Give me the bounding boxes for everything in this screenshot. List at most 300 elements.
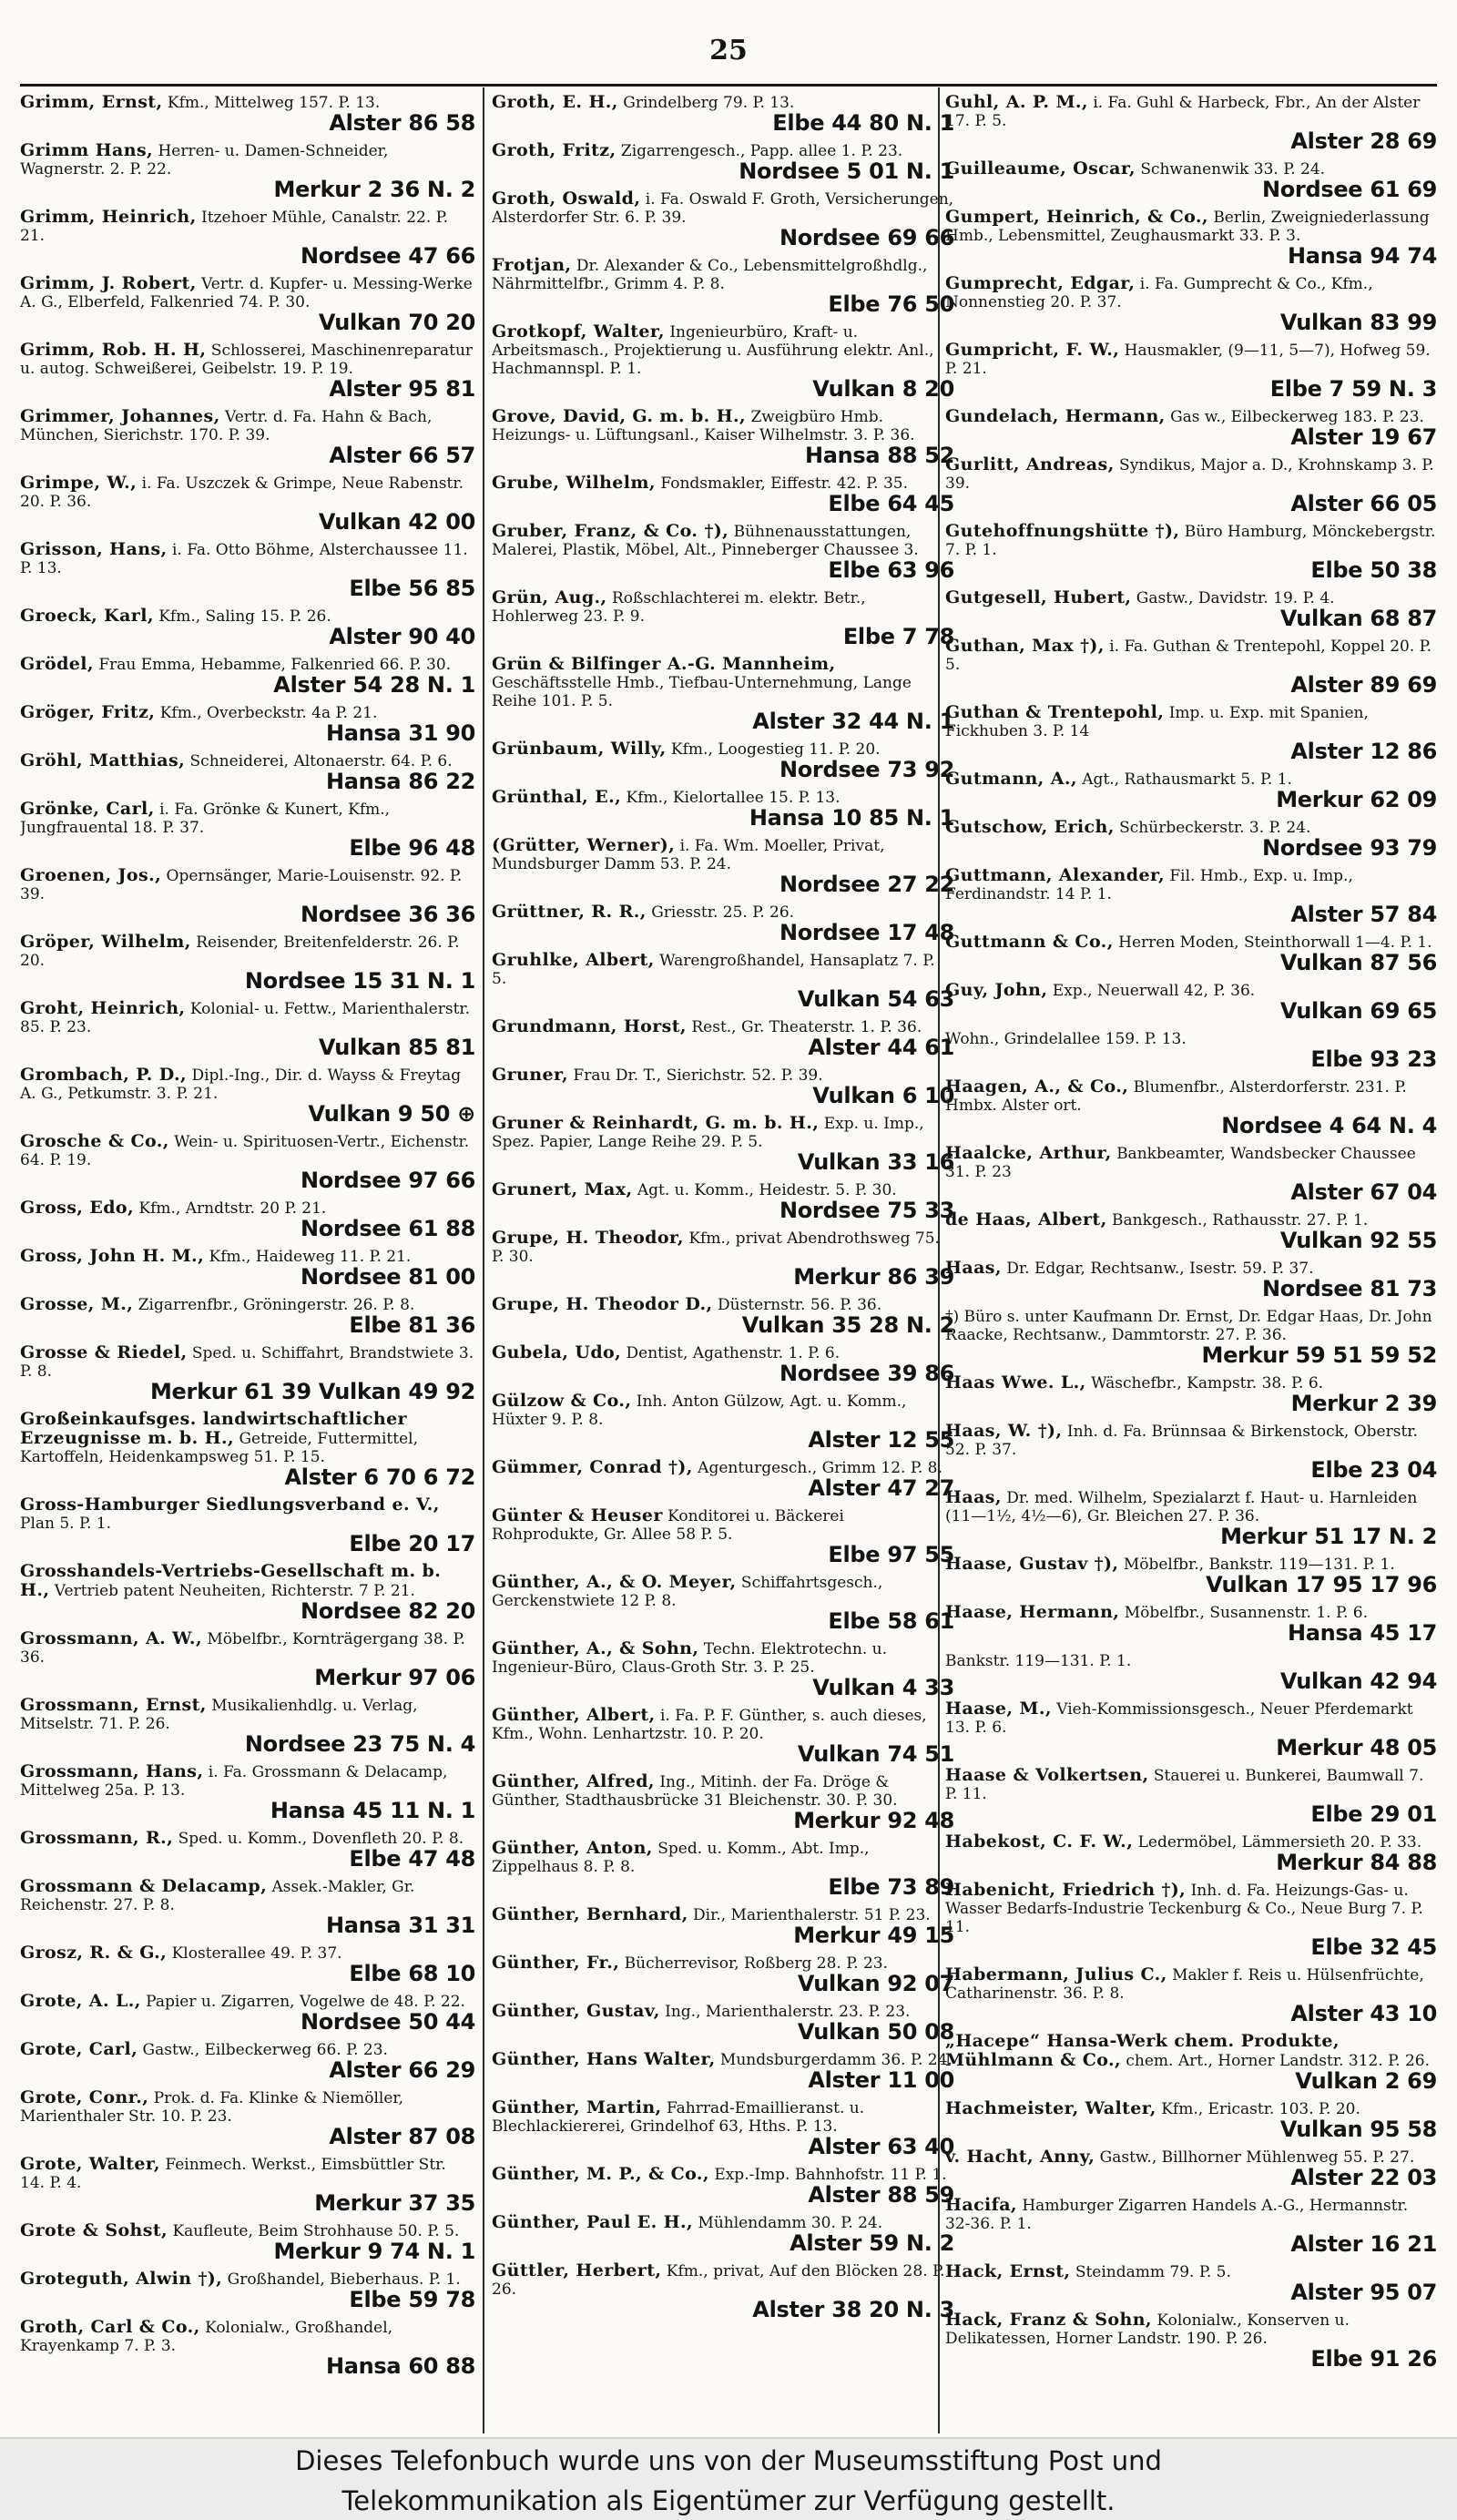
entry-phone-number: Elbe 29 01 bbox=[1310, 1801, 1437, 1827]
directory-entry bbox=[20, 141, 475, 201]
entry-name: Grote, Conr., bbox=[20, 2087, 149, 2107]
directory-entry bbox=[945, 2262, 1437, 2304]
entry-name: Gutgesell, Hubert, bbox=[945, 587, 1132, 607]
directory-entry bbox=[20, 703, 475, 745]
directory-entry bbox=[492, 788, 954, 830]
entry-phone-number: Vulkan 92 07 bbox=[797, 1971, 954, 1996]
directory-entry bbox=[945, 2148, 1437, 2189]
entry-details: Rest., Gr. Theaterstr. 1. P. 36. bbox=[691, 1018, 922, 1036]
directory-entry bbox=[945, 1555, 1437, 1597]
entry-details: Mühlendamm 30. P. 24. bbox=[698, 2214, 883, 2232]
entry-name: Gross, Edo, bbox=[20, 1198, 134, 1218]
entry-name: Günther, M. P., & Co., bbox=[492, 2164, 709, 2184]
entry-name: Grün, Aug., bbox=[492, 587, 607, 607]
directory-entry bbox=[945, 637, 1437, 697]
entry-name: Guttmann & Co., bbox=[945, 932, 1114, 952]
entry-details: Kaufleute, Beim Strohhause 50. P. 5. bbox=[172, 2222, 460, 2240]
directory-entry bbox=[492, 1506, 954, 1566]
entry-name: de Haas, Albert, bbox=[945, 1209, 1107, 1229]
entry-phone-number: Hansa 86 22 bbox=[325, 769, 475, 794]
entry-details: Mundsburgerdamm 36. P. 24. bbox=[719, 2051, 953, 2069]
entry-phone-number: Nordsee 81 00 bbox=[300, 1264, 475, 1290]
directory-entry bbox=[492, 1017, 954, 1059]
entry-name: Günther, Albert, bbox=[492, 1705, 656, 1725]
entry-phone-number: Nordsee 97 66 bbox=[300, 1168, 475, 1193]
entry-details: Schneiderei, Altonaerstr. 64. P. 6. bbox=[189, 752, 453, 770]
directory-entry bbox=[492, 407, 954, 467]
entry-details: i. Fa. Oswald F. Groth, Versicherungen, Alsterdorfer Str. 6. P. 39. bbox=[492, 190, 954, 227]
entry-name: Grünbaum, Willy, bbox=[492, 739, 667, 759]
entry-phone-number: Vulkan 83 99 bbox=[1279, 310, 1437, 335]
directory-entry bbox=[492, 1295, 954, 1337]
directory-entry bbox=[945, 1965, 1437, 2025]
entry-phone-number: Nordsee 39 86 bbox=[779, 1361, 954, 1386]
entry-phone-number: Vulkan 42 00 bbox=[318, 509, 475, 535]
entry-phone-number: Alster 95 81 bbox=[329, 376, 475, 402]
entry-details: Exp. u. Imp., Spez. Papier, Lange Reihe 29. P. 5. bbox=[492, 1115, 924, 1151]
directory-entry bbox=[492, 474, 954, 515]
entry-phone-number: Alster 88 59 bbox=[808, 2182, 954, 2208]
directory-entry bbox=[945, 1603, 1437, 1645]
entry-name: Gross, John H. M., bbox=[20, 1246, 205, 1266]
entry-details: Agt. u. Komm., Heidestr. 5. P. 30. bbox=[637, 1181, 897, 1199]
entry-name: Groht, Heinrich, bbox=[20, 998, 186, 1018]
entry-name: Gruner & Reinhardt, G. m. b. H., bbox=[492, 1113, 820, 1133]
entry-name: Guthan & Trentepohl, bbox=[945, 702, 1165, 722]
entry-name: Großeinkaufsges. landwirtschaftlicher Erzeugnisse m. b. H., bbox=[20, 1409, 407, 1448]
directory-entry bbox=[492, 2261, 954, 2321]
directory-entry bbox=[20, 1762, 475, 1822]
entry-details: Wein- u. Spirituosen-Vertr., Eichenstr. 64. P. 19. bbox=[20, 1133, 470, 1169]
directory-entry bbox=[20, 1132, 475, 1192]
directory-entry bbox=[20, 1944, 475, 1985]
entry-details: Wäschefbr., Kampstr. 38. P. 6. bbox=[1091, 1374, 1324, 1393]
directory-entry bbox=[20, 751, 475, 793]
directory-entry bbox=[945, 1259, 1437, 1301]
entry-details: Gastw., Davidstr. 19. P. 4. bbox=[1136, 589, 1335, 607]
entry-name: Grosshandels-Vertriebs-Gesellschaft m. b. H., bbox=[20, 1561, 442, 1600]
directory-entry bbox=[492, 141, 954, 183]
directory-entry bbox=[20, 1877, 475, 1937]
entry-phone-number: Merkur 9 74 N. 1 bbox=[273, 2239, 475, 2264]
entry-phone-number: Alster 44 61 bbox=[808, 1035, 954, 1060]
entry-phone-number: Vulkan 42 94 bbox=[1279, 1668, 1437, 1694]
entry-name: Guy, John, bbox=[945, 980, 1048, 1000]
directory-entry bbox=[492, 1180, 954, 1222]
entry-details: Opernsänger, Marie-Louisenstr. 92. P. 39. bbox=[20, 867, 463, 903]
entry-phone-number: Nordsee 75 33 bbox=[779, 1198, 954, 1223]
entry-phone-number: Elbe 59 78 bbox=[349, 2287, 475, 2312]
directory-entry bbox=[945, 588, 1437, 630]
entry-phone-number: Merkur 59 51 59 52 bbox=[1201, 1342, 1437, 1368]
entry-name: Haagen, A., & Co., bbox=[945, 1076, 1129, 1097]
entry-details: Kfm., Saling 15. P. 26. bbox=[158, 607, 331, 626]
entry-name: Grossmann, Ernst, bbox=[20, 1695, 207, 1715]
entry-name: Grimm, Rob. H. H, bbox=[20, 340, 207, 360]
entry-phone-number: Alster 95 07 bbox=[1290, 2280, 1437, 2305]
entry-name: Grossmann, A. W., bbox=[20, 1628, 202, 1648]
entry-phone-number: Vulkan 2 69 bbox=[1295, 2068, 1437, 2094]
entry-name: Gross-Hamburger Siedlungsverband e. V., bbox=[20, 1495, 440, 1515]
directory-entry bbox=[20, 1829, 475, 1871]
entry-details: Kfm., Mittelweg 157. P. 13. bbox=[167, 94, 381, 112]
entry-details: Stauerei u. Bunkerei, Baumwall 7. P. 11. bbox=[945, 1767, 1424, 1803]
entry-phone-number: Vulkan 87 56 bbox=[1279, 950, 1437, 975]
directory-entry bbox=[945, 1210, 1437, 1252]
entry-phone-number: Elbe 64 45 bbox=[828, 491, 954, 516]
directory-entry bbox=[945, 1307, 1437, 1367]
entry-phone-number: Alster 89 69 bbox=[1290, 672, 1437, 698]
entry-name: Haas Wwe. L., bbox=[945, 1372, 1086, 1393]
entry-name: Grossmann, R., bbox=[20, 1828, 174, 1848]
entry-name: Gutmann, A., bbox=[945, 769, 1077, 789]
entry-phone-number: Alster 86 58 bbox=[329, 110, 475, 136]
directory-entry bbox=[492, 655, 954, 733]
entry-details: Frau Emma, Hebamme, Falkenried 66. P. 30. bbox=[98, 656, 452, 674]
directory-entry bbox=[20, 208, 475, 268]
entry-phone-number: Nordsee 17 48 bbox=[779, 920, 954, 945]
entry-phone-number: Hansa 10 85 N. 1 bbox=[749, 805, 954, 831]
entry-phone-number: Alster 43 10 bbox=[1290, 2001, 1437, 2026]
entry-details: Griesstr. 25. P. 26. bbox=[651, 903, 795, 922]
entry-name: „Hacepe“ Hansa-Werk chem. Produkte, Mühlmann & Co., bbox=[945, 2031, 1340, 2070]
directory-entry bbox=[20, 540, 475, 600]
entry-phone-number: Elbe 73 89 bbox=[828, 1874, 954, 1900]
directory-entry bbox=[945, 2099, 1437, 2141]
entry-details: Fil. Hmb., Exp. u. Imp., Ferdinandstr. 14 P. 1. bbox=[945, 867, 1353, 903]
entry-phone-number: Merkur 37 35 bbox=[314, 2190, 475, 2216]
entry-details: Vertr. d. Kupfer- u. Messing-Werke A. G., Elberfeld, Falkenried 74. P. 30. bbox=[20, 275, 473, 311]
entry-phone-number: Nordsee 50 44 bbox=[300, 2009, 475, 2035]
entry-details: Kfm., privat, Auf den Blöcken 28. P. 26. bbox=[492, 2262, 945, 2299]
entry-name: (Grütter, Werner), bbox=[492, 835, 676, 855]
directory-entry bbox=[20, 1562, 475, 1623]
entry-details: Exp.-Imp. Bahnhofstr. 11 P. 1. bbox=[714, 2166, 947, 2184]
directory-entry bbox=[492, 1905, 954, 1947]
entry-name: Hacifa, bbox=[945, 2195, 1017, 2215]
entry-name: Grove, David, G. m. b. H., bbox=[492, 406, 747, 426]
entry-details: i. Fa. Grönke & Kunert, Kfm., Jungfrauental 18. P. 37. bbox=[20, 801, 391, 837]
entry-phone-number: Elbe 50 38 bbox=[1310, 557, 1437, 583]
entry-phone-number: Nordsee 5 01 N. 1 bbox=[739, 158, 954, 184]
entry-phone-number: Vulkan 50 08 bbox=[797, 2019, 954, 2045]
entry-phone-number: Merkur 51 17 N. 2 bbox=[1220, 1524, 1437, 1549]
entry-name: Grimm, J. Robert, bbox=[20, 273, 197, 293]
entry-name: Grönke, Carl, bbox=[20, 799, 155, 819]
entry-details: Inh. Anton Gülzow, Agt. u. Komm., Hüxter 9. P. 8. bbox=[492, 1393, 907, 1429]
entry-name: Guhl, A. P. M., bbox=[945, 93, 1088, 112]
entry-phone-number: Alster 12 86 bbox=[1290, 739, 1437, 764]
entry-phone-number: Elbe 23 04 bbox=[1310, 1457, 1437, 1483]
directory-entry bbox=[492, 189, 954, 250]
entry-details: Exp., Neuerwall 42, P. 36. bbox=[1052, 982, 1256, 1000]
directory-entry bbox=[945, 1488, 1437, 1548]
entry-phone-number: Alster 66 57 bbox=[329, 443, 475, 468]
directory-entry bbox=[492, 951, 954, 1011]
entry-details: Schürbeckerstr. 3. P. 24. bbox=[1119, 819, 1311, 837]
entry-name: Haalcke, Arthur, bbox=[945, 1143, 1112, 1163]
directory-entry bbox=[492, 2098, 954, 2158]
directory-entry bbox=[20, 2318, 475, 2378]
entry-details: Makler f. Reis u. Hülsenfrüchte, Catharinenstr. 36. P. 8. bbox=[945, 1966, 1424, 2003]
entry-name: Gülzow & Co., bbox=[492, 1391, 632, 1411]
entry-details: Vertrieb patent Neuheiten, Richterstr. 7 P. 21. bbox=[54, 1582, 415, 1600]
entry-name: Gutschow, Erich, bbox=[945, 817, 1115, 837]
entry-name: Haase, Hermann, bbox=[945, 1602, 1120, 1622]
entry-details: Wohn., Grindelallee 159. P. 13. bbox=[945, 1030, 1187, 1048]
entry-details: Herren Moden, Steinthorwall 1—4. P. 1. bbox=[1118, 934, 1432, 952]
entry-name: Habenicht, Friedrich †), bbox=[945, 1880, 1187, 1900]
entry-details: i. Fa. Uszczek & Grimpe, Neue Rabenstr. 20. P. 36. bbox=[20, 474, 464, 511]
directory-entry bbox=[20, 2270, 475, 2311]
directory-entry bbox=[20, 2155, 475, 2215]
entry-name: Gröper, Wilhelm, bbox=[20, 932, 191, 952]
entry-phone-number: Hansa 31 90 bbox=[325, 720, 475, 746]
entry-phone-number: Vulkan 92 55 bbox=[1279, 1228, 1437, 1253]
entry-details: Düsternstr. 56. P. 36. bbox=[717, 1296, 882, 1314]
entry-details: Kfm., Arndtstr. 20 P. 21. bbox=[138, 1199, 327, 1218]
directory-entry bbox=[492, 322, 954, 401]
directory-entry bbox=[945, 2032, 1437, 2093]
entry-phone-number: Elbe 32 45 bbox=[1310, 1934, 1437, 1960]
entry-name: Grotkopf, Walter, bbox=[492, 321, 665, 342]
directory-entry bbox=[20, 274, 475, 334]
directory-entry bbox=[20, 474, 475, 534]
directory-entry bbox=[20, 1199, 475, 1240]
entry-phone-number: Alster 12 55 bbox=[808, 1427, 954, 1453]
entry-phone-number: Merkur 48 05 bbox=[1276, 1735, 1437, 1760]
entry-name: Habermann, Julius C., bbox=[945, 1964, 1167, 1984]
entry-phone-number: Nordsee 27 22 bbox=[779, 872, 954, 897]
directory-entry bbox=[945, 703, 1437, 763]
entry-name: Groth, E. H., bbox=[492, 93, 618, 112]
entry-name: Günther, Paul E. H., bbox=[492, 2212, 694, 2232]
entry-name: Guttmann, Alexander, bbox=[945, 865, 1165, 885]
entry-details: Hamburger Zigarren Handels A.-G., Hermannstr. 32-36. P. 1. bbox=[945, 2197, 1409, 2233]
directory-entry bbox=[945, 1422, 1437, 1482]
entry-details: Agt., Rathausmarkt 5. P. 1. bbox=[1082, 770, 1292, 789]
directory-entry bbox=[20, 1696, 475, 1756]
entry-details: Inh. d. Fa. Heizungs-Gas- u. Wasser Bedarfs-Industrie Teckenburg & Co., Neue Burg 7. P. 11. bbox=[945, 1882, 1423, 1936]
entry-phone-number: Elbe 96 48 bbox=[349, 835, 475, 861]
directory-entry bbox=[945, 455, 1437, 515]
entry-name: Grombach, P. D., bbox=[20, 1065, 188, 1085]
entry-name: Grossmann & Delacamp, bbox=[20, 1876, 268, 1896]
entry-phone-number: Nordsee 15 31 N. 1 bbox=[244, 968, 475, 994]
entry-name: Groth, Fritz, bbox=[492, 140, 616, 160]
entry-details: Zweigbüro Hmb. Heizungs- u. Lüftungsanl., Kaiser Wilhelmstr. 3. P. 36. bbox=[492, 408, 915, 444]
directory-entry bbox=[20, 933, 475, 993]
entry-details: Möbelfbr., Kornträgergang 38. P. 36. bbox=[20, 1630, 465, 1667]
entry-phone-number: Alster 57 84 bbox=[1290, 902, 1437, 927]
entry-phone-number: Merkur 2 36 N. 2 bbox=[273, 177, 475, 202]
entry-details: Dir., Marienthalerstr. 51 P. 23. bbox=[693, 1906, 931, 1924]
entry-details: Vieh-Kommissionsgesch., Neuer Pferdemarkt 13. P. 6. bbox=[945, 1700, 1413, 1737]
entry-phone-number: Alster 59 N. 2 bbox=[790, 2230, 954, 2256]
entry-name: v. Hacht, Anny, bbox=[945, 2147, 1095, 2167]
directory-entry bbox=[492, 1229, 954, 1289]
directory-entry bbox=[945, 1699, 1437, 1760]
entry-name: Gruhlke, Albert, bbox=[492, 950, 655, 970]
entry-name: Gröger, Fritz, bbox=[20, 702, 156, 722]
directory-entry bbox=[492, 1343, 954, 1385]
column-1 bbox=[20, 93, 475, 2433]
entry-phone-number: Hansa 31 31 bbox=[325, 1913, 475, 1938]
entry-phone-number: Elbe 44 80 N. 1 bbox=[772, 110, 954, 136]
directory-entry bbox=[945, 981, 1437, 1023]
directory-entry bbox=[492, 2165, 954, 2207]
entry-phone-number: Vulkan 69 65 bbox=[1279, 998, 1437, 1024]
entry-name: Hack, Franz & Sohn, bbox=[945, 2310, 1152, 2330]
entry-details: Grindelberg 79. P. 13. bbox=[623, 94, 795, 112]
entry-details: Konditorei u. Bäckerei Rohprodukte, Gr. Allee 58 P. 5. bbox=[492, 1507, 844, 1544]
footer-line: Dieses Telefonbuch wurde uns von der Museumsstiftung Post und bbox=[295, 2445, 1162, 2476]
entry-details: Zigarrenfbr., Gröningerstr. 26. P. 8. bbox=[138, 1296, 415, 1314]
directory-entry bbox=[20, 999, 475, 1059]
entry-details: Schiffahrtsgesch., Gerckenstwiete 12 P. 8. bbox=[492, 1574, 883, 1610]
entry-details: Fahrrad-Emaillieranst. u. Blechlackiererei, Grindelhof 63, Hths. P. 13. bbox=[492, 2099, 865, 2136]
entry-details: Geschäftsstelle Hmb., Tiefbau-Unternehmung, Lange Reihe 101. P. 5. bbox=[492, 674, 912, 710]
entry-phone-number: Merkur 84 88 bbox=[1276, 1850, 1437, 1875]
entry-phone-number: Vulkan 35 28 N. 2 bbox=[741, 1312, 954, 1338]
directory-entry bbox=[20, 93, 475, 135]
entry-details: Ing., Marienthalerstr. 23. P. 23. bbox=[665, 2003, 911, 2021]
entry-details: Sped. u. Komm., Abt. Imp., Zippelhaus 8. P. 8. bbox=[492, 1840, 870, 1876]
entry-details: Ledermöbel, Lämmersieth 20. P. 33. bbox=[1137, 1833, 1422, 1852]
entry-phone-number: Elbe 76 50 bbox=[828, 291, 954, 317]
entry-name: Groeck, Karl, bbox=[20, 606, 154, 626]
directory-entry bbox=[492, 1392, 954, 1452]
entry-phone-number: Nordsee 23 75 N. 4 bbox=[244, 1731, 475, 1757]
entry-name: Frotjan, bbox=[492, 255, 572, 275]
entry-details: Plan 5. P. 1. bbox=[20, 1515, 112, 1533]
entry-name: Guilleaume, Oscar, bbox=[945, 158, 1136, 179]
entry-phone-number: Merkur 61 39 Vulkan 49 92 bbox=[149, 1379, 475, 1404]
directory-entry bbox=[945, 1766, 1437, 1826]
entry-details: Bankbeamter, Wandsbecker Chaussee 31. P. 23 bbox=[945, 1145, 1416, 1181]
entry-name: Grimm, Heinrich, bbox=[20, 207, 197, 227]
entry-phone-number: Hansa 94 74 bbox=[1287, 243, 1437, 269]
entry-name: Groenen, Jos., bbox=[20, 865, 162, 885]
entry-phone-number: Merkur 2 39 bbox=[1290, 1391, 1437, 1416]
entry-details: Inh. d. Fa. Brünnsaa & Birkenstock, Oberstr. 52. P. 37. bbox=[945, 1423, 1418, 1459]
directory-entry bbox=[492, 1706, 954, 1766]
entry-phone-number: Nordsee 93 79 bbox=[1261, 835, 1437, 861]
directory-entry bbox=[945, 522, 1437, 582]
directory-entry bbox=[492, 2002, 954, 2044]
entry-name: Grundmann, Horst, bbox=[492, 1016, 687, 1036]
entry-details: Itzehoer Mühle, Canalstr. 22. P. 21. bbox=[20, 209, 449, 245]
directory-entry bbox=[20, 2040, 475, 2082]
directory-entry bbox=[945, 407, 1437, 449]
entry-name: Habekost, C. F. W., bbox=[945, 1831, 1134, 1852]
directory-entry bbox=[20, 1495, 475, 1556]
entry-details: Zigarrengesch., Papp. allee 1. P. 23. bbox=[620, 142, 903, 160]
directory-entry bbox=[492, 522, 954, 582]
entry-phone-number: Nordsee 4 64 N. 4 bbox=[1221, 1113, 1437, 1138]
entry-phone-number: Hansa 60 88 bbox=[325, 2353, 475, 2379]
entry-phone-number: Elbe 97 55 bbox=[828, 1542, 954, 1567]
entry-phone-number: Alster 54 28 N. 1 bbox=[273, 672, 475, 698]
entry-name: Grünthal, E., bbox=[492, 787, 622, 807]
entry-phone-number: Alster 6 70 6 72 bbox=[284, 1464, 475, 1490]
entry-name: Gumpert, Heinrich, & Co., bbox=[945, 207, 1208, 227]
entry-phone-number: Alster 47 27 bbox=[808, 1475, 954, 1501]
entry-details: i. Fa. P. F. Günther, s. auch dieses, Kfm., Wohn. Lenhartzstr. 10. P. 20. bbox=[492, 1707, 927, 1743]
entry-phone-number: Merkur 62 09 bbox=[1276, 787, 1437, 812]
column-divider bbox=[483, 87, 484, 2433]
entry-name: Haase, M., bbox=[945, 1699, 1052, 1719]
directory-entry bbox=[20, 607, 475, 648]
entry-details: i. Fa. Guhl & Harbeck, Fbr., An der Alster 17. P. 5. bbox=[945, 94, 1421, 130]
entry-name: Haase & Volkertsen, bbox=[945, 1765, 1149, 1785]
entry-details: Ingenieurbüro, Kraft- u. Arbeitsmasch., Projektierung u. Ausführung elektr. Anl., Hachmannspl. P. 1. bbox=[492, 323, 934, 378]
directory-entry bbox=[945, 341, 1437, 401]
entry-name: Grote, A. L., bbox=[20, 1991, 141, 2011]
entry-phone-number: Alster 28 69 bbox=[1290, 128, 1437, 154]
entry-name: Grimpe, W., bbox=[20, 473, 138, 493]
entry-details: Prok. d. Fa. Klinke & Niemöller, Marienthaler Str. 10. P. 23. bbox=[20, 2089, 404, 2126]
entry-details: Gastw., Eilbeckerweg 66. P. 23. bbox=[142, 2041, 388, 2059]
entry-details: i. Fa. Grossmann & Delacamp, Mittelweg 25a. P. 13. bbox=[20, 1763, 448, 1800]
entry-name: Grüttner, R. R., bbox=[492, 902, 647, 922]
entry-details: Kfm., Kielortallee 15. P. 13. bbox=[626, 789, 841, 807]
entry-details: Dr. Edgar, Rechtsanw., Isestr. 59. P. 37. bbox=[1006, 1260, 1314, 1278]
directory-entry bbox=[945, 1144, 1437, 1204]
directory-entry bbox=[945, 1029, 1437, 1071]
entry-name: Günther, Martin, bbox=[492, 2097, 662, 2117]
entry-phone-number: Vulkan 70 20 bbox=[318, 310, 475, 335]
entry-details: Steindamm 79. P. 5. bbox=[1075, 2263, 1231, 2281]
entry-details: Gastw., Billhorner Mühlenweg 55. P. 27. bbox=[1099, 2148, 1415, 2167]
directory-entry bbox=[492, 1573, 954, 1633]
entry-name: Grimmer, Johannes, bbox=[20, 406, 220, 426]
directory-entry bbox=[20, 1343, 475, 1403]
entry-details: Musikalienhdlg. u. Verlag, Mitselstr. 71. P. 26. bbox=[20, 1697, 418, 1733]
entry-name: Grote & Sohst, bbox=[20, 2220, 168, 2240]
entry-details: Bankstr. 119—131. P. 1. bbox=[945, 1652, 1132, 1670]
entry-details: i. Fa. Wm. Moeller, Privat, Mundsburger Damm 53. P. 24. bbox=[492, 837, 885, 873]
directory-entry bbox=[945, 2196, 1437, 2256]
directory-entry bbox=[945, 93, 1437, 153]
directory-entry bbox=[945, 1651, 1437, 1693]
directory-entry bbox=[492, 1839, 954, 1899]
entry-phone-number: Nordsee 36 36 bbox=[300, 902, 475, 927]
entry-name: Güttler, Herbert, bbox=[492, 2260, 662, 2280]
entry-details: Bücherrevisor, Roßberg 28. P. 23. bbox=[624, 1954, 889, 1973]
entry-phone-number: Vulkan 54 63 bbox=[797, 986, 954, 1012]
directory-entry bbox=[945, 866, 1437, 926]
entry-details: Hausmakler, (9—11, 5—7), Hofweg 59. P. 21. bbox=[945, 342, 1431, 378]
entry-name: Grunert, Max, bbox=[492, 1179, 633, 1199]
entry-details: Dentist, Agathenstr. 1. P. 6. bbox=[626, 1344, 841, 1362]
directory-entry bbox=[20, 1066, 475, 1126]
entry-details: Kfm., Ericastr. 103. P. 20. bbox=[1161, 2100, 1360, 2118]
entry-name: Günther, A., & Sohn, bbox=[492, 1638, 699, 1658]
entry-phone-number: Elbe 20 17 bbox=[349, 1531, 475, 1556]
entry-details: Dr. med. Wilhelm, Spezialarzt f. Haut- u. Harnleiden (11—1½, 4½—6), Gr. Bleichen 27. P. 36. bbox=[945, 1489, 1418, 1525]
entry-name: Hack, Ernst, bbox=[945, 2261, 1071, 2281]
entry-phone-number: Vulkan 4 33 bbox=[812, 1675, 954, 1700]
directory-entry bbox=[20, 1629, 475, 1689]
entry-name: Gruner, bbox=[492, 1065, 568, 1085]
directory-entry bbox=[492, 1066, 954, 1107]
entry-details: Kolonialw., Konserven u. Delikatessen, Horner Landstr. 190. P. 26. bbox=[945, 2311, 1350, 2348]
entry-details: Kfm., privat Abendrothsweg 75. P. 30. bbox=[492, 1229, 940, 1266]
directory-entry bbox=[20, 2221, 475, 2263]
directory-entry bbox=[20, 2088, 475, 2148]
entry-name: Groth, Carl & Co., bbox=[20, 2317, 200, 2337]
